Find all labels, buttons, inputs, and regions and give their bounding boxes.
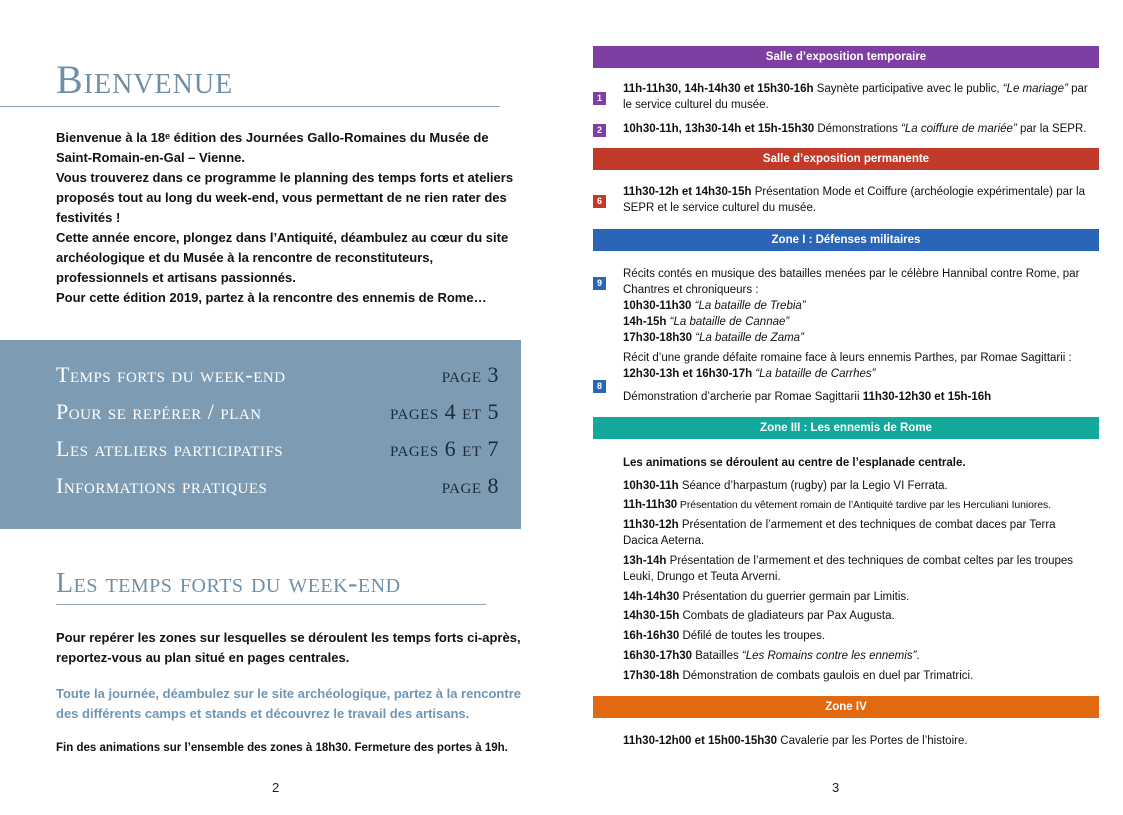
title-rule	[0, 106, 500, 107]
intro-text	[56, 128, 526, 308]
section-band-permanent: Salle d’exposition permanente	[593, 148, 1099, 170]
section-band-zone-4: Zone IV	[593, 696, 1099, 718]
section-band-zone-1: Zone I : Défenses militaires	[593, 229, 1099, 251]
page-title: Bienvenue	[56, 57, 234, 102]
toc-row[interactable]	[56, 399, 499, 436]
schedule-entry: 11h30-12h Présentation de l’armement et des techniques de combat daces par Terra Dacica Aeterna.	[623, 519, 1056, 547]
closing-paragraph: Fin des animations sur l’ensemble des zones à 18h30. Fermeture des portes à 19h.	[56, 742, 508, 754]
left-page	[0, 0, 560, 815]
schedule-entry: 16h30-17h30 Batailles “Les Romains contre les ennemis”.	[623, 650, 920, 662]
schedule-entry: 17h30-18h Démonstration de combats gaulois en duel par Trimatrici.	[623, 670, 974, 682]
section-band-zone-3: Zone III : Les ennemis de Rome	[593, 417, 1099, 439]
toc-row[interactable]	[56, 473, 499, 510]
schedule-entry: 11h30-12h00 et 15h00-15h30 Cavalerie par les Portes de l’histoire.	[623, 735, 968, 747]
toc-page: pages 6 et 7	[390, 436, 499, 461]
location-badge: 9	[593, 277, 606, 290]
toc-title: Temps forts du week-end	[56, 362, 286, 387]
toc-page: page 3	[441, 362, 499, 387]
schedule-entry: 10h30-11h, 13h30-14h et 15h-15h30 Démonstrations “La coiffure de mariée” par la SEPR.	[623, 123, 1087, 135]
page-number: 2	[272, 780, 280, 795]
toc-title: Pour se repérer / plan	[56, 399, 262, 424]
section-band-temporary: Salle d’exposition temporaire	[593, 46, 1099, 68]
toc-title: Informations pratiques	[56, 473, 268, 498]
schedule-entry: Récit d’une grande défaite romaine face à leurs ennemis Parthes, par Romae Sagittarii : 12h30-13h et 16h30-17h “La bataille de Carrhes”	[623, 352, 1072, 380]
toc-page: pages 4 et 5	[390, 399, 499, 424]
section-rule	[56, 604, 486, 605]
right-page	[560, 0, 1123, 815]
schedule-entry: 11h30-12h et 14h30-15h Présentation Mode et Coiffure (archéologie expérimentale) par la SEPR et le service culturel du musée.	[623, 186, 1085, 214]
toc-row[interactable]	[56, 362, 499, 399]
intro-line: Bienvenue à la 18ᵉ édition des Journées Gallo-Romaines du Musée de Saint-Romain-en-Gal – Vienne.	[56, 130, 489, 165]
intro-line: Vous trouverez dans ce programme le planning des temps forts et ateliers proposés tout au long du week-end, vous permettant de ne rien rater des festivités !	[56, 170, 514, 225]
schedule-entry: 11h-11h30 Présentation du vêtement romain de l’Antiquité tardive par les Herculiani Iuniores.	[623, 499, 1051, 511]
intro-line: Cette année encore, plongez dans l’Antiquité, déambulez au cœur du site archéologique et du Musée à la rencontre de reconstituteurs, professionnels et artisans passionnés.	[56, 230, 509, 285]
toc-title: Les ateliers participatifs	[56, 436, 284, 461]
location-badge: 2	[593, 124, 606, 137]
zones-paragraph: Pour repérer les zones sur lesquelles se déroulent les temps forts ci-après, reportez-vous au plan situé en pages centrales.	[56, 630, 521, 665]
zone-intro: Les animations se déroulent au centre de l’esplanade centrale.	[623, 457, 966, 469]
location-badge: 6	[593, 195, 606, 208]
schedule-entry: Récits contés en musique des batailles menées par le célèbre Hannibal contre Rome, par Chantres et chroniqueurs : 10h30-11h30 “La bataille de Trebia” 14h-15h “La bataille de Cannae” 17h30-18h30 “La bataille de Zama”	[623, 268, 1080, 344]
schedule-entry: 14h-14h30 Présentation du guerrier germain par Limitis.	[623, 591, 910, 603]
table-of-contents	[0, 340, 521, 529]
toc-row[interactable]	[56, 436, 499, 473]
intro-line: Pour cette édition 2019, partez à la rencontre des ennemis de Rome…	[56, 290, 487, 305]
schedule-entry: 11h-11h30, 14h-14h30 et 15h30-16h Saynète participative avec le public, “Le mariage” par le service culturel du musée.	[623, 83, 1088, 111]
page-number: 3	[832, 780, 840, 795]
schedule-entry: 10h30-11h Séance d’harpastum (rugby) par la Legio VI Ferrata.	[623, 480, 948, 492]
toc-page: page 8	[441, 473, 499, 498]
schedule-entry: 13h-14h Présentation de l’armement et des techniques de combat celtes par les troupes Leuki, Drungo et Teuta Arverni.	[623, 555, 1074, 583]
schedule-entry: 14h30-15h Combats de gladiateurs par Pax Augusta.	[623, 610, 895, 622]
schedule-entry: 16h-16h30 Défilé de toutes les troupes.	[623, 630, 826, 642]
location-badge: 8	[593, 380, 606, 393]
schedule-entry: Démonstration d’archerie par Romae Sagittarii 11h30-12h30 et 15h-16h	[623, 391, 992, 403]
location-badge: 1	[593, 92, 606, 105]
section-title: Les temps forts du week-end	[56, 568, 401, 599]
highlight-paragraph: Toute la journée, déambulez sur le site archéologique, partez à la rencontre des différents camps et stands et découvrez le travail des artisans.	[56, 686, 521, 721]
